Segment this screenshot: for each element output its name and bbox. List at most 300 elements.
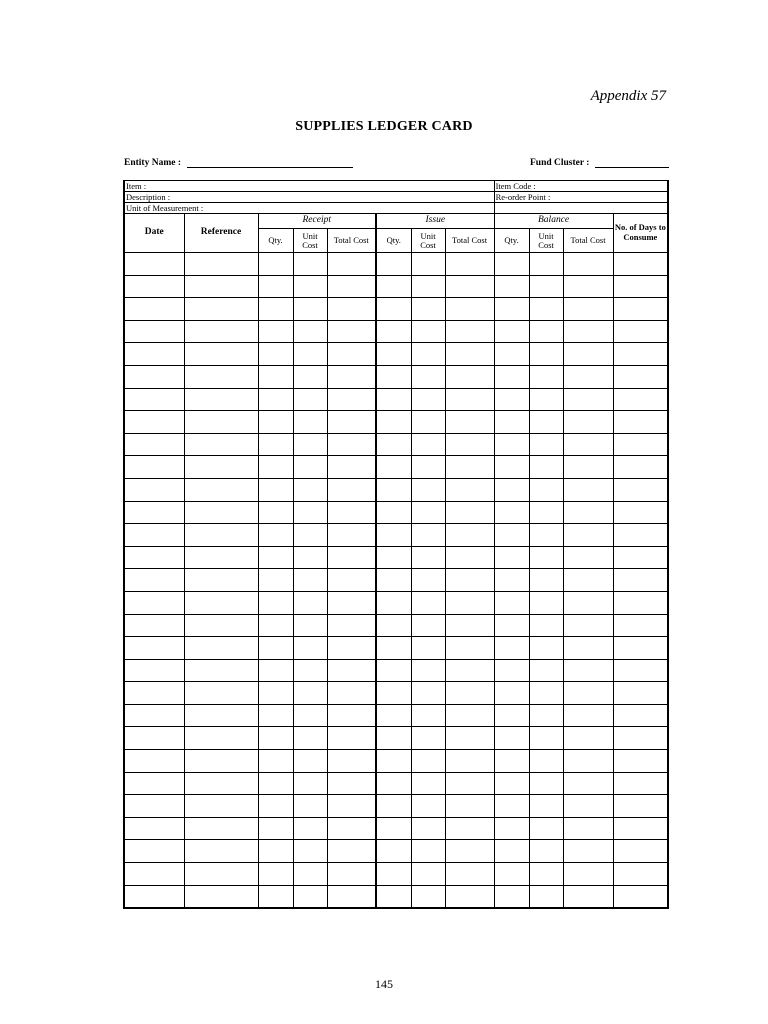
ledger-entry-cell[interactable] [445,524,494,547]
ledger-entry-cell[interactable] [529,817,563,840]
ledger-entry-cell[interactable] [445,704,494,727]
ledger-entry-cell[interactable] [494,863,529,886]
ledger-entry-cell[interactable] [184,817,258,840]
ledger-entry-cell[interactable] [411,614,445,637]
ledger-entry-cell[interactable] [494,795,529,818]
ledger-entry-cell[interactable] [411,637,445,660]
ledger-entry-cell[interactable] [445,569,494,592]
ledger-entry-cell[interactable] [613,569,668,592]
ledger-entry-cell[interactable] [124,817,184,840]
ledger-entry-cell[interactable] [613,637,668,660]
ledger-entry-cell[interactable] [376,591,411,614]
ledger-entry-cell[interactable] [613,704,668,727]
ledger-entry-cell[interactable] [563,320,613,343]
ledger-entry-cell[interactable] [613,795,668,818]
ledger-entry-cell[interactable] [184,524,258,547]
ledger-entry-cell[interactable] [376,433,411,456]
ledger-entry-cell[interactable] [258,456,293,479]
ledger-entry-cell[interactable] [258,298,293,321]
ledger-entry-cell[interactable] [529,750,563,773]
ledger-entry-cell[interactable] [258,704,293,727]
ledger-entry-cell[interactable] [376,637,411,660]
ledger-entry-cell[interactable] [376,298,411,321]
ledger-entry-cell[interactable] [494,659,529,682]
ledger-entry-cell[interactable] [613,840,668,863]
ledger-entry-cell[interactable] [613,501,668,524]
ledger-entry-cell[interactable] [184,840,258,863]
ledger-entry-cell[interactable] [445,795,494,818]
ledger-entry-cell[interactable] [184,456,258,479]
ledger-entry-cell[interactable] [563,750,613,773]
ledger-entry-cell[interactable] [327,524,376,547]
ledger-entry-cell[interactable] [258,614,293,637]
ledger-entry-cell[interactable] [258,795,293,818]
ledger-entry-cell[interactable] [376,478,411,501]
ledger-entry-cell[interactable] [411,275,445,298]
ledger-entry-cell[interactable] [124,840,184,863]
ledger-entry-cell[interactable] [184,343,258,366]
ledger-entry-cell[interactable] [327,885,376,908]
ledger-entry-cell[interactable] [563,795,613,818]
ledger-entry-cell[interactable] [258,433,293,456]
ledger-entry-cell[interactable] [184,546,258,569]
ledger-entry-cell[interactable] [184,478,258,501]
ledger-entry-cell[interactable] [258,320,293,343]
ledger-entry-cell[interactable] [327,501,376,524]
ledger-entry-cell[interactable] [184,365,258,388]
ledger-entry-cell[interactable] [613,365,668,388]
ledger-entry-cell[interactable] [529,863,563,886]
ledger-entry-cell[interactable] [411,727,445,750]
ledger-entry-cell[interactable] [184,727,258,750]
ledger-entry-cell[interactable] [563,253,613,276]
ledger-entry-cell[interactable] [293,750,327,773]
ledger-entry-cell[interactable] [327,840,376,863]
ledger-entry-cell[interactable] [529,637,563,660]
ledger-entry-cell[interactable] [529,524,563,547]
ledger-entry-cell[interactable] [445,320,494,343]
ledger-entry-cell[interactable] [124,727,184,750]
ledger-entry-cell[interactable] [613,591,668,614]
ledger-entry-cell[interactable] [293,704,327,727]
ledger-entry-cell[interactable] [494,885,529,908]
ledger-entry-cell[interactable] [529,501,563,524]
ledger-entry-cell[interactable] [124,478,184,501]
ledger-entry-cell[interactable] [613,682,668,705]
ledger-entry-cell[interactable] [376,885,411,908]
ledger-entry-cell[interactable] [563,343,613,366]
ledger-entry-cell[interactable] [411,591,445,614]
ledger-entry-cell[interactable] [376,817,411,840]
ledger-entry-cell[interactable] [124,411,184,434]
ledger-entry-cell[interactable] [563,817,613,840]
ledger-entry-cell[interactable] [494,524,529,547]
ledger-entry-cell[interactable] [445,275,494,298]
ledger-entry-cell[interactable] [563,659,613,682]
ledger-entry-cell[interactable] [494,817,529,840]
ledger-entry-cell[interactable] [411,863,445,886]
ledger-entry-cell[interactable] [376,501,411,524]
ledger-entry-cell[interactable] [411,704,445,727]
ledger-entry-cell[interactable] [327,727,376,750]
ledger-entry-cell[interactable] [293,320,327,343]
ledger-entry-cell[interactable] [293,388,327,411]
ledger-entry-cell[interactable] [529,727,563,750]
ledger-entry-cell[interactable] [376,411,411,434]
ledger-entry-cell[interactable] [184,704,258,727]
ledger-entry-cell[interactable] [445,863,494,886]
ledger-entry-cell[interactable] [184,298,258,321]
ledger-entry-cell[interactable] [445,885,494,908]
ledger-entry-cell[interactable] [529,343,563,366]
ledger-entry-cell[interactable] [445,343,494,366]
ledger-entry-cell[interactable] [563,863,613,886]
ledger-entry-cell[interactable] [563,524,613,547]
ledger-entry-cell[interactable] [563,704,613,727]
ledger-entry-cell[interactable] [184,772,258,795]
ledger-entry-cell[interactable] [258,772,293,795]
ledger-entry-cell[interactable] [327,659,376,682]
ledger-entry-cell[interactable] [613,546,668,569]
ledger-entry-cell[interactable] [184,433,258,456]
ledger-entry-cell[interactable] [327,456,376,479]
ledger-entry-cell[interactable] [613,817,668,840]
ledger-entry-cell[interactable] [258,817,293,840]
ledger-entry-cell[interactable] [613,885,668,908]
ledger-entry-cell[interactable] [327,365,376,388]
ledger-entry-cell[interactable] [293,591,327,614]
ledger-entry-cell[interactable] [445,388,494,411]
ledger-entry-cell[interactable] [184,411,258,434]
ledger-entry-cell[interactable] [613,524,668,547]
ledger-entry-cell[interactable] [293,772,327,795]
ledger-entry-cell[interactable] [529,320,563,343]
ledger-entry-cell[interactable] [293,343,327,366]
ledger-entry-cell[interactable] [258,275,293,298]
ledger-entry-cell[interactable] [563,298,613,321]
ledger-entry-cell[interactable] [563,546,613,569]
ledger-entry-cell[interactable] [494,343,529,366]
ledger-entry-cell[interactable] [411,320,445,343]
ledger-entry-cell[interactable] [613,456,668,479]
ledger-entry-cell[interactable] [445,501,494,524]
ledger-entry-cell[interactable] [184,569,258,592]
ledger-entry-cell[interactable] [563,478,613,501]
ledger-entry-cell[interactable] [184,320,258,343]
ledger-entry-cell[interactable] [445,840,494,863]
ledger-entry-cell[interactable] [411,253,445,276]
ledger-entry-cell[interactable] [184,591,258,614]
ledger-entry-cell[interactable] [613,343,668,366]
ledger-entry-cell[interactable] [258,682,293,705]
ledger-entry-cell[interactable] [184,614,258,637]
ledger-entry-cell[interactable] [411,546,445,569]
ledger-entry-cell[interactable] [327,253,376,276]
ledger-entry-cell[interactable] [376,863,411,886]
ledger-entry-cell[interactable] [184,863,258,886]
ledger-entry-cell[interactable] [529,253,563,276]
ledger-entry-cell[interactable] [327,546,376,569]
ledger-entry-cell[interactable] [258,343,293,366]
ledger-entry-cell[interactable] [529,772,563,795]
ledger-entry-cell[interactable] [124,795,184,818]
ledger-entry-cell[interactable] [411,772,445,795]
ledger-entry-cell[interactable] [563,614,613,637]
ledger-entry-cell[interactable] [293,411,327,434]
ledger-entry-cell[interactable] [124,388,184,411]
ledger-entry-cell[interactable] [613,320,668,343]
ledger-entry-cell[interactable] [293,433,327,456]
ledger-entry-cell[interactable] [258,524,293,547]
ledger-entry-cell[interactable] [327,298,376,321]
ledger-entry-cell[interactable] [258,253,293,276]
ledger-entry-cell[interactable] [327,478,376,501]
ledger-entry-cell[interactable] [376,456,411,479]
ledger-entry-cell[interactable] [124,885,184,908]
ledger-entry-cell[interactable] [124,501,184,524]
ledger-entry-cell[interactable] [494,253,529,276]
ledger-entry-cell[interactable] [529,840,563,863]
ledger-entry-cell[interactable] [258,388,293,411]
ledger-entry-cell[interactable] [124,343,184,366]
ledger-entry-cell[interactable] [293,863,327,886]
ledger-entry-cell[interactable] [411,343,445,366]
ledger-entry-cell[interactable] [445,365,494,388]
ledger-entry-cell[interactable] [184,637,258,660]
ledger-entry-cell[interactable] [293,501,327,524]
ledger-entry-cell[interactable] [293,659,327,682]
ledger-entry-cell[interactable] [293,569,327,592]
ledger-entry-cell[interactable] [327,817,376,840]
ledger-entry-cell[interactable] [327,591,376,614]
ledger-entry-cell[interactable] [327,411,376,434]
ledger-entry-cell[interactable] [184,275,258,298]
ledger-entry-cell[interactable] [376,365,411,388]
ledger-entry-cell[interactable] [376,750,411,773]
ledger-entry-cell[interactable] [563,456,613,479]
ledger-entry-cell[interactable] [327,795,376,818]
ledger-entry-cell[interactable] [258,863,293,886]
ledger-entry-cell[interactable] [376,320,411,343]
ledger-entry-cell[interactable] [494,388,529,411]
ledger-entry-cell[interactable] [613,614,668,637]
ledger-entry-cell[interactable] [376,772,411,795]
ledger-entry-cell[interactable] [293,253,327,276]
ledger-entry-cell[interactable] [376,614,411,637]
ledger-entry-cell[interactable] [529,365,563,388]
ledger-entry-cell[interactable] [376,840,411,863]
ledger-entry-cell[interactable] [445,637,494,660]
ledger-entry-cell[interactable] [445,411,494,434]
ledger-entry-cell[interactable] [376,659,411,682]
ledger-entry-cell[interactable] [494,772,529,795]
ledger-entry-cell[interactable] [563,501,613,524]
ledger-entry-cell[interactable] [327,863,376,886]
ledger-entry-cell[interactable] [258,365,293,388]
ledger-entry-cell[interactable] [258,659,293,682]
ledger-entry-cell[interactable] [494,433,529,456]
ledger-entry-cell[interactable] [563,275,613,298]
ledger-entry-cell[interactable] [327,750,376,773]
ledger-entry-cell[interactable] [563,591,613,614]
ledger-entry-cell[interactable] [184,659,258,682]
ledger-entry-cell[interactable] [445,546,494,569]
ledger-entry-cell[interactable] [529,795,563,818]
ledger-entry-cell[interactable] [494,840,529,863]
ledger-entry-cell[interactable] [258,591,293,614]
ledger-entry-cell[interactable] [529,456,563,479]
ledger-entry-cell[interactable] [613,659,668,682]
ledger-entry-cell[interactable] [494,411,529,434]
ledger-entry-cell[interactable] [529,569,563,592]
ledger-entry-cell[interactable] [529,704,563,727]
ledger-entry-cell[interactable] [124,433,184,456]
ledger-entry-cell[interactable] [293,365,327,388]
ledger-entry-cell[interactable] [529,388,563,411]
ledger-entry-cell[interactable] [445,253,494,276]
ledger-entry-cell[interactable] [445,750,494,773]
ledger-entry-cell[interactable] [124,546,184,569]
ledger-entry-cell[interactable] [327,682,376,705]
ledger-entry-cell[interactable] [494,298,529,321]
ledger-entry-cell[interactable] [613,772,668,795]
ledger-entry-cell[interactable] [529,885,563,908]
ledger-entry-cell[interactable] [563,411,613,434]
ledger-entry-cell[interactable] [124,298,184,321]
ledger-entry-cell[interactable] [563,727,613,750]
ledger-entry-cell[interactable] [529,433,563,456]
ledger-entry-cell[interactable] [411,817,445,840]
ledger-entry-cell[interactable] [529,546,563,569]
ledger-entry-cell[interactable] [327,275,376,298]
ledger-entry-cell[interactable] [124,750,184,773]
ledger-entry-cell[interactable] [411,478,445,501]
ledger-entry-cell[interactable] [258,411,293,434]
ledger-entry-cell[interactable] [258,840,293,863]
ledger-entry-cell[interactable] [445,478,494,501]
ledger-entry-cell[interactable] [293,298,327,321]
ledger-entry-cell[interactable] [124,772,184,795]
ledger-entry-cell[interactable] [529,478,563,501]
ledger-entry-cell[interactable] [124,253,184,276]
ledger-entry-cell[interactable] [494,750,529,773]
ledger-entry-cell[interactable] [613,411,668,434]
ledger-entry-cell[interactable] [258,750,293,773]
ledger-entry-cell[interactable] [124,659,184,682]
ledger-entry-cell[interactable] [124,275,184,298]
ledger-entry-cell[interactable] [494,569,529,592]
ledger-entry-cell[interactable] [293,840,327,863]
ledger-entry-cell[interactable] [445,727,494,750]
ledger-entry-cell[interactable] [563,772,613,795]
ledger-entry-cell[interactable] [529,298,563,321]
ledger-entry-cell[interactable] [184,501,258,524]
ledger-entry-cell[interactable] [184,682,258,705]
ledger-entry-cell[interactable] [411,365,445,388]
ledger-entry-cell[interactable] [124,591,184,614]
ledger-entry-cell[interactable] [445,659,494,682]
ledger-entry-cell[interactable] [411,682,445,705]
ledger-entry-cell[interactable] [613,727,668,750]
ledger-entry-cell[interactable] [445,614,494,637]
ledger-entry-cell[interactable] [445,456,494,479]
ledger-entry-cell[interactable] [411,750,445,773]
ledger-entry-cell[interactable] [529,411,563,434]
ledger-entry-cell[interactable] [124,524,184,547]
ledger-entry-cell[interactable] [529,591,563,614]
ledger-entry-cell[interactable] [613,253,668,276]
ledger-entry-cell[interactable] [529,275,563,298]
ledger-entry-cell[interactable] [376,343,411,366]
ledger-entry-cell[interactable] [613,298,668,321]
ledger-entry-cell[interactable] [376,795,411,818]
ledger-entry-cell[interactable] [494,637,529,660]
ledger-entry-cell[interactable] [327,569,376,592]
ledger-entry-cell[interactable] [258,546,293,569]
ledger-entry-cell[interactable] [293,614,327,637]
ledger-entry-cell[interactable] [184,750,258,773]
ledger-entry-cell[interactable] [613,388,668,411]
ledger-entry-cell[interactable] [293,456,327,479]
ledger-entry-cell[interactable] [563,365,613,388]
ledger-entry-cell[interactable] [327,320,376,343]
ledger-entry-cell[interactable] [445,591,494,614]
ledger-entry-cell[interactable] [376,682,411,705]
ledger-entry-cell[interactable] [411,388,445,411]
ledger-entry-cell[interactable] [445,772,494,795]
ledger-entry-cell[interactable] [411,456,445,479]
ledger-entry-cell[interactable] [124,682,184,705]
ledger-entry-cell[interactable] [563,682,613,705]
ledger-entry-cell[interactable] [376,704,411,727]
ledger-entry-cell[interactable] [124,365,184,388]
ledger-entry-cell[interactable] [376,569,411,592]
ledger-entry-cell[interactable] [184,253,258,276]
ledger-entry-cell[interactable] [293,817,327,840]
ledger-entry-cell[interactable] [376,388,411,411]
ledger-entry-cell[interactable] [258,501,293,524]
ledger-entry-cell[interactable] [411,659,445,682]
ledger-entry-cell[interactable] [327,433,376,456]
ledger-entry-cell[interactable] [124,320,184,343]
ledger-entry-cell[interactable] [376,275,411,298]
ledger-entry-cell[interactable] [494,704,529,727]
ledger-entry-cell[interactable] [494,546,529,569]
ledger-entry-cell[interactable] [293,795,327,818]
ledger-entry-cell[interactable] [411,795,445,818]
ledger-entry-cell[interactable] [563,569,613,592]
ledger-entry-cell[interactable] [494,456,529,479]
ledger-entry-cell[interactable] [293,546,327,569]
ledger-entry-cell[interactable] [563,433,613,456]
ledger-entry-cell[interactable] [613,478,668,501]
ledger-entry-cell[interactable] [494,365,529,388]
ledger-entry-cell[interactable] [411,501,445,524]
ledger-entry-cell[interactable] [411,885,445,908]
ledger-entry-cell[interactable] [376,546,411,569]
ledger-entry-cell[interactable] [293,727,327,750]
ledger-entry-cell[interactable] [293,524,327,547]
ledger-entry-cell[interactable] [293,478,327,501]
ledger-entry-cell[interactable] [529,659,563,682]
ledger-entry-cell[interactable] [293,682,327,705]
ledger-entry-cell[interactable] [376,524,411,547]
ledger-entry-cell[interactable] [327,772,376,795]
ledger-entry-cell[interactable] [494,501,529,524]
ledger-entry-cell[interactable] [411,411,445,434]
ledger-entry-cell[interactable] [376,727,411,750]
ledger-entry-cell[interactable] [327,343,376,366]
